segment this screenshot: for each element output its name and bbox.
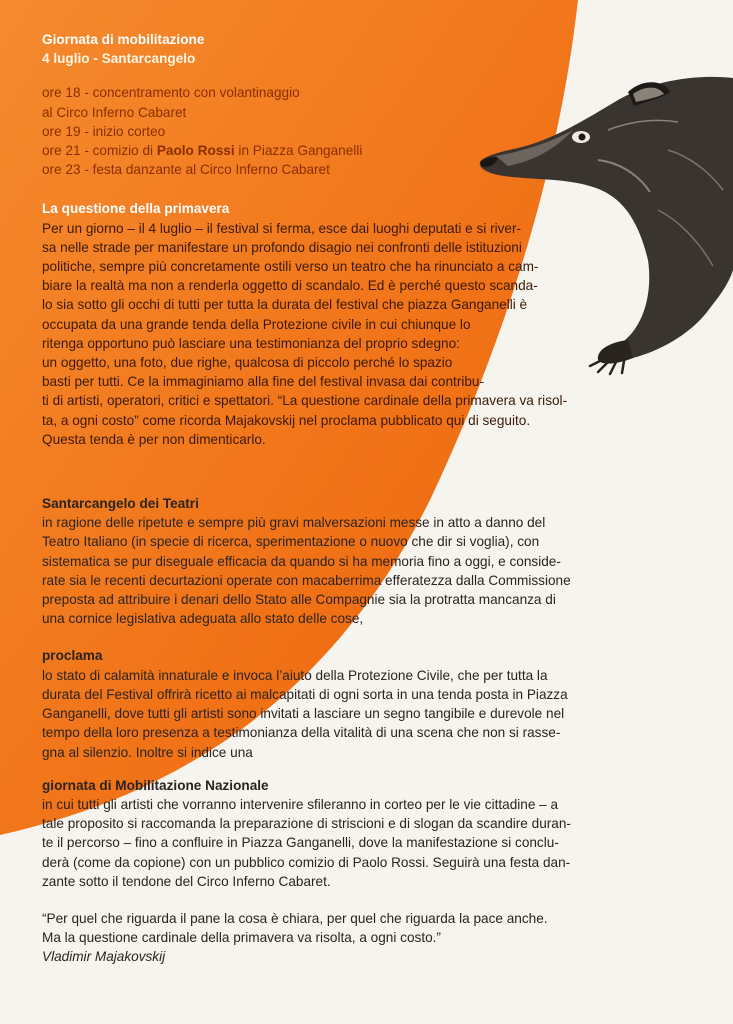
text-line: Per un giorno – il 4 luglio – il festival si ferma, esce dai luoghi deputati e si river- xyxy=(42,220,522,236)
title-prefix: giornata di xyxy=(42,777,116,793)
text-line: durata del Festival offrirà ricetto ai malcapitati di ogni sorta in una tenda posta in Piazza xyxy=(42,686,568,702)
section-santarcangelo xyxy=(42,494,720,628)
text-line: una cornice legislativa adeguata allo stato delle cose, xyxy=(42,611,364,627)
schedule-text: ore 21 - comizio di xyxy=(42,143,157,159)
text-line: basti per tutti. Ce la immaginiamo alla fine del festival invasa dai contribu- xyxy=(42,374,485,390)
quote-author: Vladimir Majakovskij xyxy=(42,949,166,965)
section-body xyxy=(42,795,720,891)
text-line: tale proposito si raccomanda la preparazione di striscioni e di slogan da scandire duran- xyxy=(42,816,571,832)
text-line: ritenga opportuno può lasciare una testimonianza del proprio sdegno: xyxy=(42,335,460,351)
text-line: ti di artisti, operatori, critici e spettatori. “La questione cardinale della primavera va risol- xyxy=(42,393,568,409)
text-line: occupata da una grande tenda della Protezione civile in cui chiunque lo xyxy=(42,316,471,332)
event-date: 4 luglio - Santarcangelo xyxy=(42,51,196,67)
text-line: biare la realtà ma non a renderla oggetto di scandalo. Ed è perché questo scanda- xyxy=(42,278,538,294)
text-line: zante sotto il tendone del Circo Inferno Cabaret. xyxy=(42,873,331,889)
text-line: sistematica se pur diseguale efficacia da quando si ha memoria fino a oggi, e conside- xyxy=(42,553,561,569)
text-line: Ganganelli, dove tutti gli artisti sono invitati a lasciare un segno tangibile e durevole nel xyxy=(42,706,565,722)
section-body xyxy=(42,513,720,628)
section-proclama xyxy=(42,646,720,761)
schedule-item: ore 23 - festa danzante al Circo Inferno Cabaret xyxy=(42,162,330,178)
schedule-text: in Piazza Ganganelli xyxy=(234,143,363,159)
text-line: lo stato di calamità innaturale e invoca l’aiuto della Protezione Civile, che per tutta la xyxy=(42,667,548,683)
text-line: tempo della loro presenza a testimonianza della vitalità di una scena che non si rasse- xyxy=(42,725,561,741)
quote-line: “Per quel che riguarda il pane la cosa è chiara, per quel che riguarda la pace anche. xyxy=(42,910,548,926)
section-body xyxy=(42,666,720,762)
quote-line: Ma la questione cardinale della primavera va risolta, a ogni costo.” xyxy=(42,930,441,946)
text-line: te il percorso – fino a confluire in Piazza Ganganelli, dove la manifestazione si conclu- xyxy=(42,835,559,851)
section-title: Santarcangelo dei Teatri xyxy=(42,496,199,512)
text-line: Questa tenda è per non dimenticarlo. xyxy=(42,431,266,447)
text-line: preposta ad attribuire i denari dello Stato alle Compagnie sia la protratta mancanza di xyxy=(42,592,556,608)
schedule-item: ore 18 - concentramento con volantinaggio xyxy=(42,85,300,101)
document-content xyxy=(42,30,720,967)
text-line: un oggetto, una foto, due righe, qualcosa di piccolo perché lo spazio xyxy=(42,355,453,371)
speaker-name: Paolo Rossi xyxy=(156,143,235,159)
event-title: Giornata di mobilitazione xyxy=(42,32,205,47)
text-line: in cui tutti gli artisti che vorranno intervenire sfileranno in corteo per le vie cittadine – a xyxy=(42,796,559,812)
schedule-item xyxy=(42,141,720,160)
text-line: rate sia le recenti decurtazioni operate con macaberrima efferatezza dalla Commissione xyxy=(42,572,571,588)
text-line: Teatro Italiano (in specie di ricerca, sperimentazione o nuovo che dir si voglia), con xyxy=(42,534,540,550)
text-line: sa nelle strade per manifestare un profondo disagio nei confronti delle istituzioni xyxy=(42,239,522,255)
text-line: gna al silenzio. Inoltre si indice una xyxy=(42,744,253,760)
schedule-item: ore 19 - inizio corteo xyxy=(42,123,166,139)
section-title: La questione della primavera xyxy=(42,201,230,217)
schedule xyxy=(42,83,720,179)
schedule-item: al Circo Inferno Cabaret xyxy=(42,104,187,120)
section-body xyxy=(42,219,720,449)
text-line: derà (come da copione) con un pubblico comizio di Paolo Rossi. Seguirà una festa dan- xyxy=(42,854,571,870)
section-mobilitazione xyxy=(42,776,720,891)
section-title: proclama xyxy=(42,648,103,664)
quote xyxy=(42,909,720,967)
text-line: ta, a ogni costo” come ricorda Majakovskij nel proclama pubblicato qui di seguito. xyxy=(42,412,531,428)
title-bold: Mobilitazione Nazionale xyxy=(115,777,269,793)
section-primavera xyxy=(42,199,720,449)
text-line: politiche, sempre più concretamente ostili verso un teatro che ha rinunciato a cam- xyxy=(42,259,539,275)
text-line: in ragione delle ripetute e sempre più gravi malversazioni messe in atto a danno del xyxy=(42,515,546,531)
section-title xyxy=(42,776,720,795)
text-line: lo sia sotto gli occhi di tutti per tutta la durata del festival che piazza Ganganelli è xyxy=(42,297,528,313)
